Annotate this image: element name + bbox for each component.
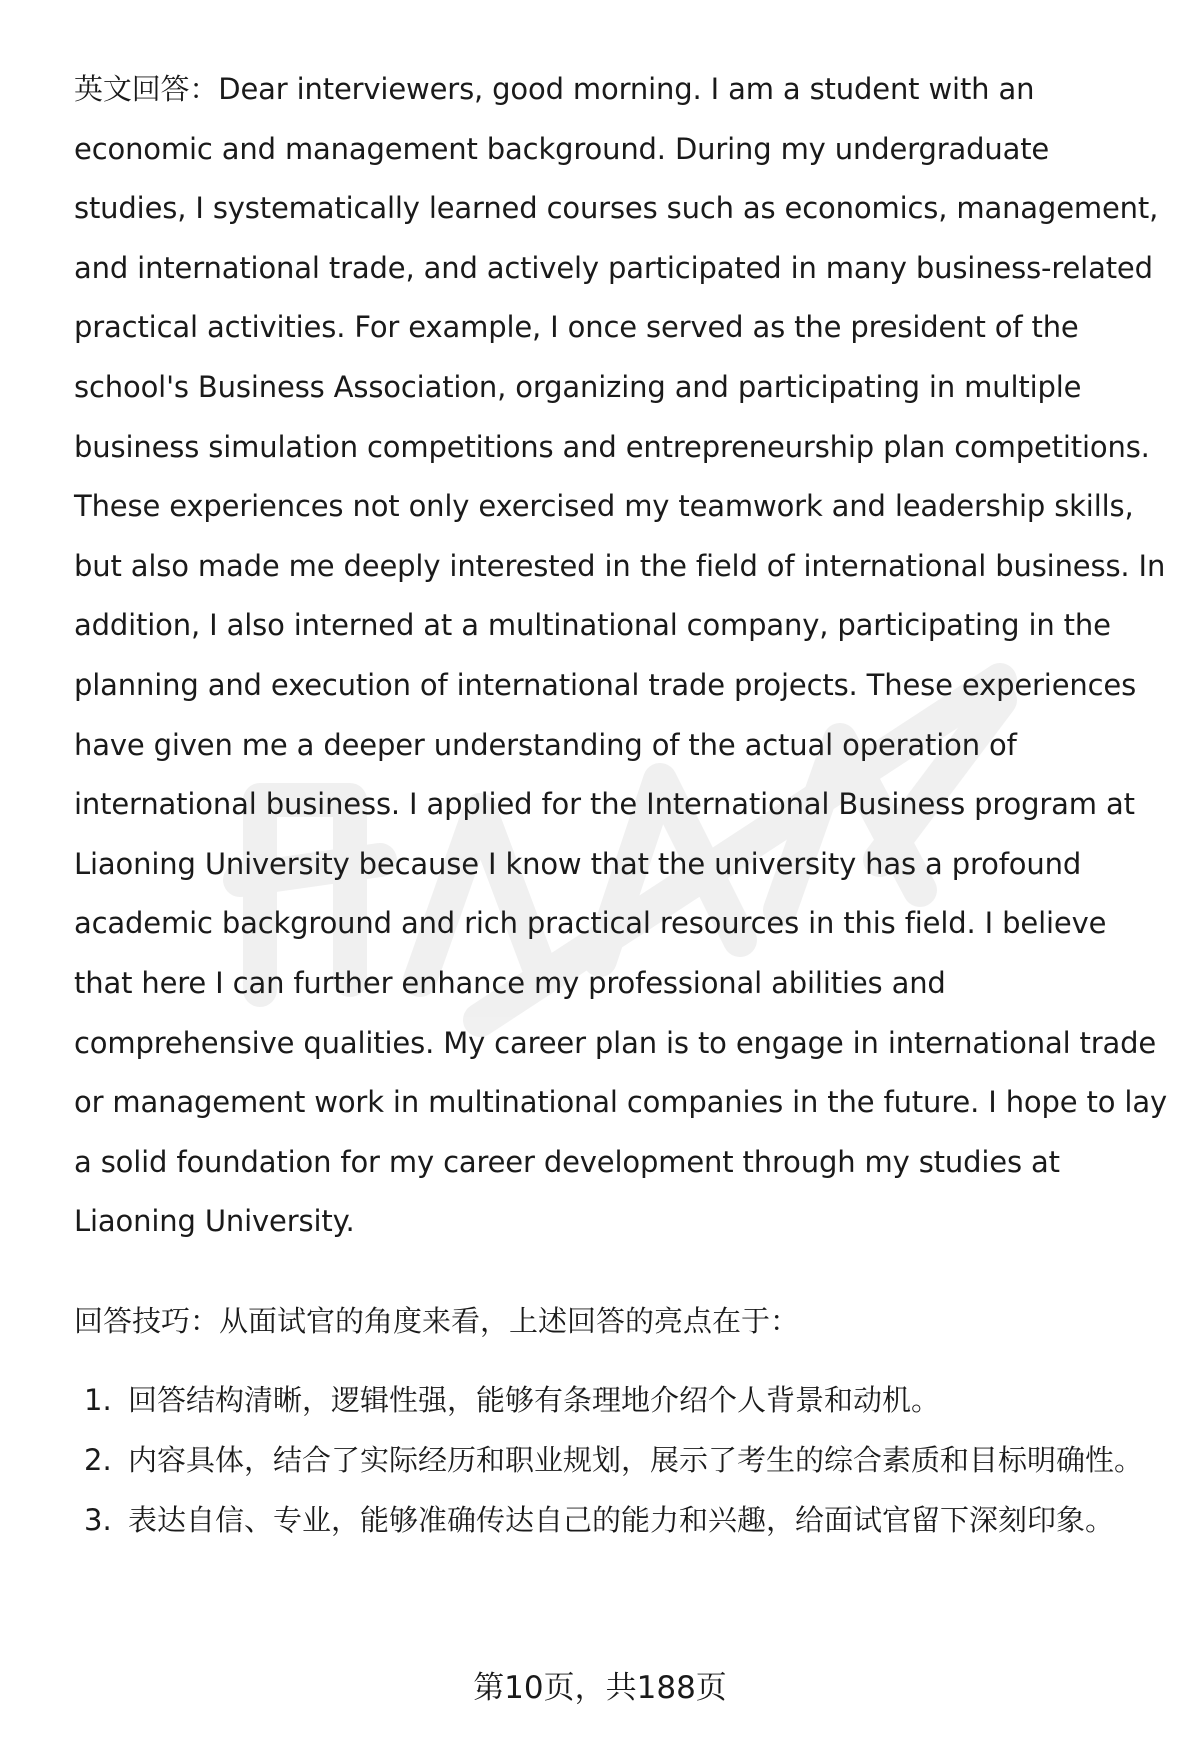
answer-tips-intro: 从面试官的角度来看，上述回答的亮点在于： — [219, 1303, 800, 1338]
list-item — [74, 1371, 1170, 1431]
english-answer-paragraph — [74, 60, 1170, 1252]
list-item-number: 3. — [84, 1502, 112, 1537]
list-item — [74, 1431, 1170, 1491]
list-item-number: 2. — [84, 1443, 112, 1478]
list-item-number: 1. — [84, 1383, 112, 1418]
page-number-footer: 第10页，共188页 — [473, 1670, 727, 1706]
list-item — [74, 1491, 1170, 1551]
english-answer-text: Dear interviewers, good morning. I am a student with an economic and management background. During my undergraduate studies, I systematically learned courses such as economics, management, and international trade, and actively participated in many business-related practical activities. For example, I once served as the president of the school's Business Association, organizing and participating in multiple business simulation competitions and entrepreneurship plan competitions. These experiences not only exercised my teamwork and leadership skills, but also made me deeply interested in the field of international business. In addition, I also interned at a multinational company, participating in the planning and execution of international trade projects. These experiences have given me a deeper understanding of the actual operation of international business. I applied for the International Business program at Liaoning University because I know that the university has a profound academic background and rich practical resources in this field. I believe that here I can further enhance my professional abilities and comprehensive qualities. My career plan is to engage in international trade or management work in multinational companies in the future. I hope to lay a solid foundation for my career development through my studies at Liaoning University. — [74, 72, 1167, 1239]
answer-tips-label: 回答技巧： — [74, 1303, 220, 1338]
answer-tips-heading — [74, 1292, 1170, 1352]
answer-tips-list — [74, 1371, 1170, 1550]
list-item-text: 表达自信、专业，能够准确传达自己的能力和兴趣，给面试官留下深刻印象。 — [128, 1502, 1115, 1537]
list-item-text: 回答结构清晰，逻辑性强，能够有条理地介绍个人背景和动机。 — [128, 1383, 941, 1418]
main-content — [74, 60, 1170, 1550]
english-answer-label: 英文回答： — [74, 72, 219, 106]
list-item-text: 内容具体，结合了实际经历和职业规划，展示了考生的综合素质和目标明确性。 — [128, 1443, 1144, 1478]
